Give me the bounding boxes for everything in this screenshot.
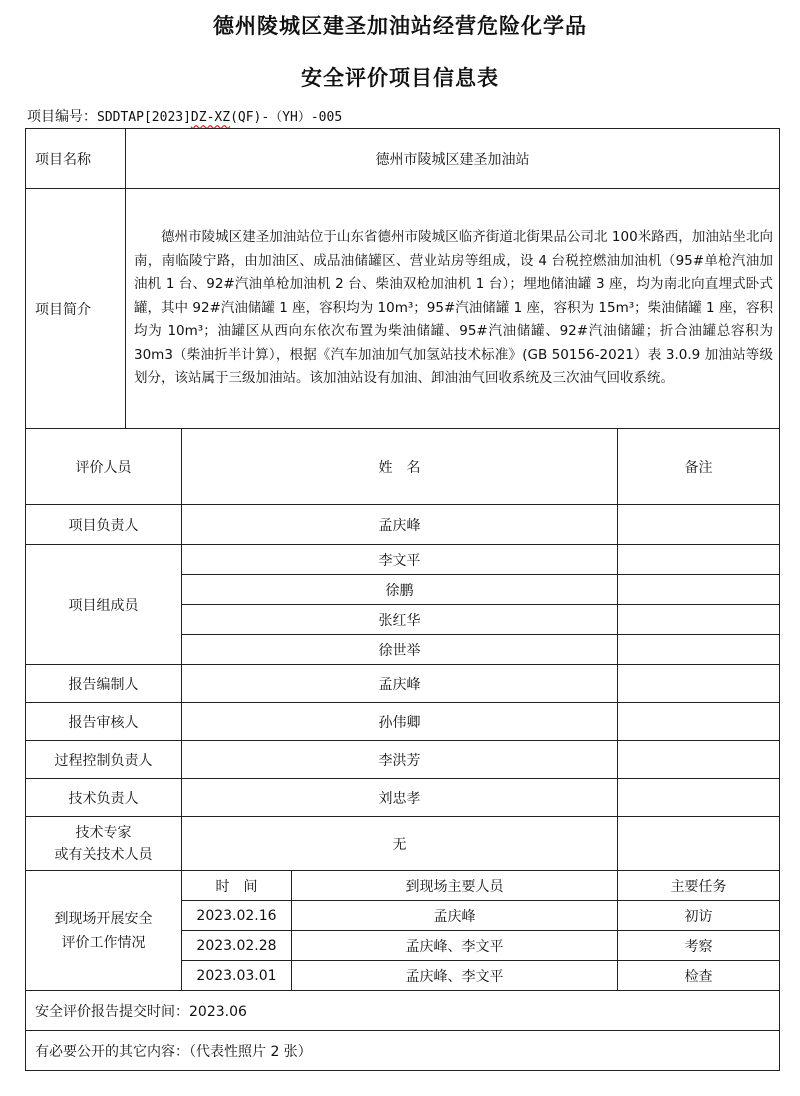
tech-role: 技术负责人 xyxy=(26,779,182,817)
other-content: 有必要公开的其它内容：（代表性照片 2 张） xyxy=(26,1031,780,1071)
tech-remark xyxy=(618,779,780,817)
personnel-header-name: 姓 名 xyxy=(182,429,618,505)
member-name: 徐世举 xyxy=(182,635,618,665)
expert-name: 无 xyxy=(182,817,618,871)
site-work-time: 2023.02.16 xyxy=(182,901,292,931)
project-intro-text: 德州市陵城区建圣加油站位于山东省德州市陵城区临齐街道北街果品公司北 100米路西，加油站坐北向南，南临陵宁路，由加油区、成品油储罐区、营业站房等组成，设 4 台税控燃油加油机（95#单枪汽油加油机 1 台、92#汽油单枪加油机 2 台、柴油双枪加油机 1 台）；埋地储油罐 3 座，均为南北向直埋式卧式罐，其中 92#汽油储罐 1 座，容积均为 10m³；95#汽油储罐 1 座，容积为 15m³；柴油储罐 1 座，容积均为 10m³；油罐区从西向东依次布置为柴油储罐、95#汽油储罐、92#汽油储罐；折合油罐总容积为 30m3（柴油折半计算），根据《汽车加油加气加氢站技术标准》(GB 50156-2021）表 3.0.9 加油站等级划分，该站属于三级加油站。该加油站设有加油、卸油油气回收系统及三次油气回收系统。 xyxy=(126,189,780,429)
site-work-header-task: 主要任务 xyxy=(618,871,780,901)
member-remark xyxy=(618,575,780,605)
members-role: 项目组成员 xyxy=(26,545,182,665)
project-number-code-prefix: SDDTAP[2023] xyxy=(97,110,191,125)
project-number-label: 项目编号： xyxy=(27,109,97,125)
expert-role-line2: 或有关技术人员 xyxy=(54,846,153,863)
personnel-header-role: 评价人员 xyxy=(26,429,182,505)
site-work-people: 孟庆峰 xyxy=(292,901,618,931)
process-remark xyxy=(618,741,780,779)
tech-name: 刘忠孝 xyxy=(182,779,618,817)
writer-remark xyxy=(618,665,780,703)
site-work-task: 考察 xyxy=(618,931,780,961)
reviewer-remark xyxy=(618,703,780,741)
reviewer-name: 孙伟卿 xyxy=(182,703,618,741)
site-work-label-line1: 到现场开展安全 xyxy=(54,910,153,927)
project-intro-row xyxy=(26,189,780,429)
process-role: 过程控制负责人 xyxy=(26,741,182,779)
leader-role: 项目负责人 xyxy=(26,505,182,545)
member-remark xyxy=(618,605,780,635)
member-name: 李文平 xyxy=(182,545,618,575)
site-work-header-row xyxy=(26,871,780,901)
submit-time-row xyxy=(26,991,780,1031)
reviewer-role: 报告审核人 xyxy=(26,703,182,741)
project-number-code-marked: DZ-XZ xyxy=(190,110,231,125)
expert-role xyxy=(26,817,182,871)
table-row xyxy=(26,817,780,871)
project-intro-label: 项目简介 xyxy=(26,189,126,429)
leader-remark xyxy=(618,505,780,545)
site-work-task: 检查 xyxy=(618,961,780,991)
writer-name: 孟庆峰 xyxy=(182,665,618,703)
project-name-label: 项目名称 xyxy=(26,129,126,189)
site-work-label-line2: 评价工作情况 xyxy=(61,934,146,951)
table-row xyxy=(26,665,780,703)
site-work-header-people: 到现场主要人员 xyxy=(292,871,618,901)
project-name-value: 德州市陵城区建圣加油站 xyxy=(126,129,780,189)
table-row xyxy=(26,741,780,779)
member-name: 张红华 xyxy=(182,605,618,635)
site-work-label xyxy=(26,871,182,991)
document-subtitle: 安全评价项目信息表 xyxy=(301,66,499,90)
process-name: 李洪芳 xyxy=(182,741,618,779)
personnel-header-remark: 备注 xyxy=(618,429,780,505)
expert-remark xyxy=(618,817,780,871)
table-row xyxy=(26,703,780,741)
expert-role-line1: 技术专家 xyxy=(75,824,132,841)
project-name-row xyxy=(26,129,780,189)
info-table xyxy=(25,128,780,1071)
project-number-code-suffix: (QF)-（YH）-005 xyxy=(230,110,343,125)
site-work-people: 孟庆峰、李文平 xyxy=(292,931,618,961)
submit-time: 安全评价报告提交时间：2023.06 xyxy=(26,991,780,1031)
member-remark xyxy=(618,545,780,575)
site-work-people: 孟庆峰、李文平 xyxy=(292,961,618,991)
site-work-time: 2023.02.28 xyxy=(182,931,292,961)
site-work-task: 初访 xyxy=(618,901,780,931)
site-work-header-time: 时 间 xyxy=(182,871,292,901)
site-work-time: 2023.03.01 xyxy=(182,961,292,991)
member-name: 徐鹏 xyxy=(182,575,618,605)
member-remark xyxy=(618,635,780,665)
table-row xyxy=(26,505,780,545)
table-row xyxy=(26,545,780,575)
table-row xyxy=(26,779,780,817)
leader-name: 孟庆峰 xyxy=(182,505,618,545)
document-title: 德州陵城区建圣加油站经营危险化学品 xyxy=(213,14,587,38)
other-content-row xyxy=(26,1031,780,1071)
writer-role: 报告编制人 xyxy=(26,665,182,703)
project-number xyxy=(27,106,342,126)
personnel-header-row xyxy=(26,429,780,505)
